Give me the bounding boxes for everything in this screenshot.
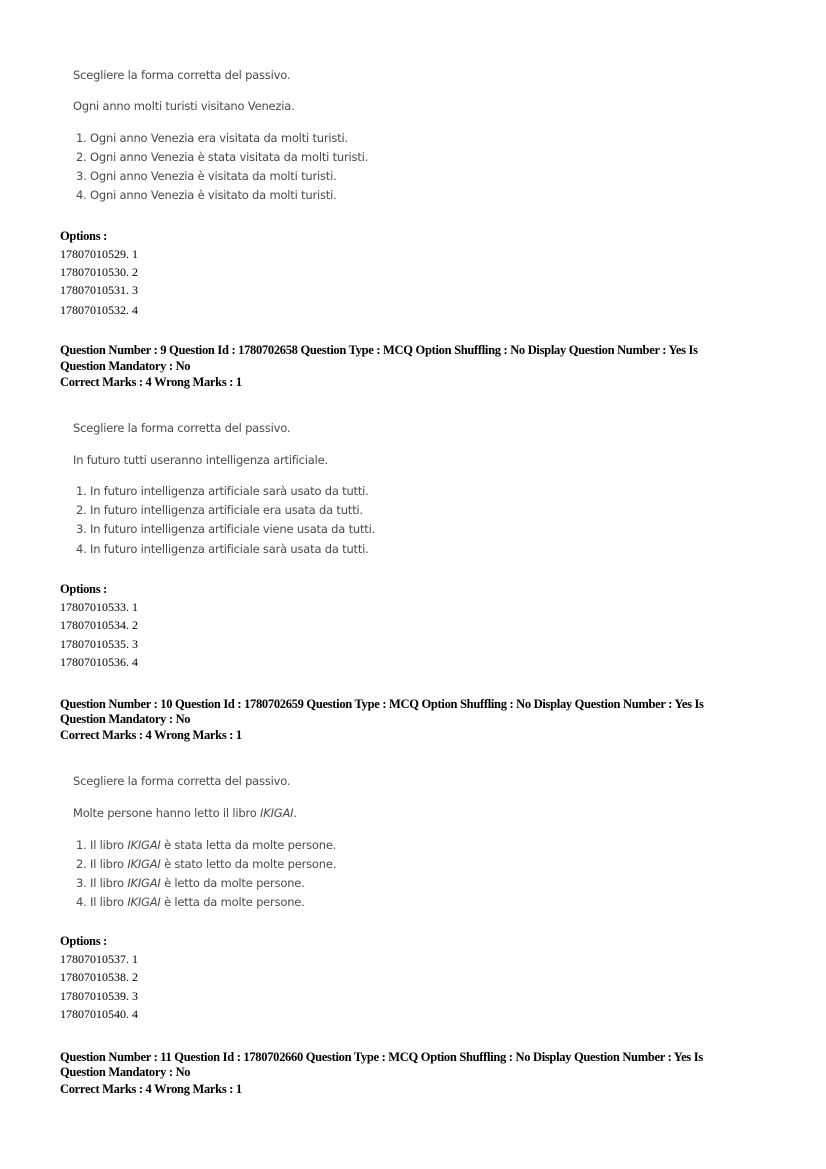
option-id: 17807010530. 2 xyxy=(60,265,138,279)
answer-choice xyxy=(76,837,336,853)
answer-choice: 3. Ogni anno Venezia è visitata da molti turisti. xyxy=(76,169,337,183)
question-marks: Correct Marks : 4 Wrong Marks : 1 xyxy=(60,1082,242,1096)
choice-text: è stato letto da molte persone. xyxy=(160,857,337,871)
answer-choice: 4. Ogni anno Venezia è visitato da molti turisti. xyxy=(76,188,337,202)
option-id: 17807010533. 1 xyxy=(60,600,138,614)
question-sentence: Ogni anno molti turisti visitano Venezia. xyxy=(73,99,295,113)
answer-choice xyxy=(76,894,305,910)
choice-text: 2. Il libro xyxy=(76,857,128,871)
options-label: Options : xyxy=(60,229,107,243)
option-id: 17807010536. 4 xyxy=(60,655,138,669)
answer-choice: 3. In futuro intelligenza artificiale viene usata da tutti. xyxy=(76,522,376,536)
option-id: 17807010535. 3 xyxy=(60,637,138,651)
option-id: 17807010531. 3 xyxy=(60,283,138,297)
book-title: IKIGAI xyxy=(260,806,294,820)
answer-choice: 2. In futuro intelligenza artificiale era usata da tutti. xyxy=(76,503,363,517)
option-id: 17807010534. 2 xyxy=(60,618,138,632)
question-header: Question Number : 11 Question Id : 1780702660 Question Type : MCQ Option Shuffling : No Display Question Number : Yes Is xyxy=(60,1050,703,1064)
option-id: 17807010539. 3 xyxy=(60,989,138,1003)
question-marks: Correct Marks : 4 Wrong Marks : 1 xyxy=(60,375,242,389)
question-sentence: In futuro tutti useranno intelligenza artificiale. xyxy=(73,453,328,467)
choice-text: è letta da molte persone. xyxy=(160,895,305,909)
option-id: 17807010540. 4 xyxy=(60,1007,138,1021)
answer-choice: 1. In futuro intelligenza artificiale sarà usato da tutti. xyxy=(76,484,369,498)
answer-choice: 1. Ogni anno Venezia era visitata da molti turisti. xyxy=(76,131,348,145)
book-title: IKIGAI xyxy=(127,857,161,871)
choice-text: è letto da molte persone. xyxy=(160,876,305,890)
choice-text: 1. Il libro xyxy=(76,838,128,852)
question-mandatory: Question Mandatory : No xyxy=(60,1065,191,1079)
book-title: IKIGAI xyxy=(127,838,161,852)
book-title: IKIGAI xyxy=(127,876,161,890)
question-marks: Correct Marks : 4 Wrong Marks : 1 xyxy=(60,728,242,742)
option-id: 17807010538. 2 xyxy=(60,970,138,984)
question-mandatory: Question Mandatory : No xyxy=(60,712,191,726)
option-id: 17807010537. 1 xyxy=(60,952,138,966)
book-title: IKIGAI xyxy=(127,895,161,909)
question-instruction: Scegliere la forma corretta del passivo. xyxy=(73,774,291,788)
question-instruction: Scegliere la forma corretta del passivo. xyxy=(73,68,291,82)
choice-text: è stata letta da molte persone. xyxy=(160,838,337,852)
question-instruction: Scegliere la forma corretta del passivo. xyxy=(73,421,291,435)
answer-choice: 2. Ogni anno Venezia è stata visitata da molti turisti. xyxy=(76,150,369,164)
answer-choice xyxy=(76,856,336,872)
options-label: Options : xyxy=(60,934,107,948)
question-header: Question Number : 10 Question Id : 1780702659 Question Type : MCQ Option Shuffling : No Display Question Number : Yes Is xyxy=(60,697,704,711)
option-id: 17807010532. 4 xyxy=(60,303,138,317)
choice-text: 4. Il libro xyxy=(76,895,128,909)
answer-choice: 4. In futuro intelligenza artificiale sarà usata da tutti. xyxy=(76,542,369,556)
choice-text: 3. Il libro xyxy=(76,876,128,890)
question-mandatory: Question Mandatory : No xyxy=(60,359,191,373)
question-header: Question Number : 9 Question Id : 1780702658 Question Type : MCQ Option Shuffling : No Display Question Number : Yes Is xyxy=(60,343,698,357)
answer-choice xyxy=(76,875,305,891)
sentence-text: Molte persone hanno letto il libro xyxy=(73,806,261,820)
question-sentence xyxy=(73,805,297,821)
option-id: 17807010529. 1 xyxy=(60,247,138,261)
options-label: Options : xyxy=(60,582,107,596)
sentence-text: . xyxy=(293,806,297,820)
